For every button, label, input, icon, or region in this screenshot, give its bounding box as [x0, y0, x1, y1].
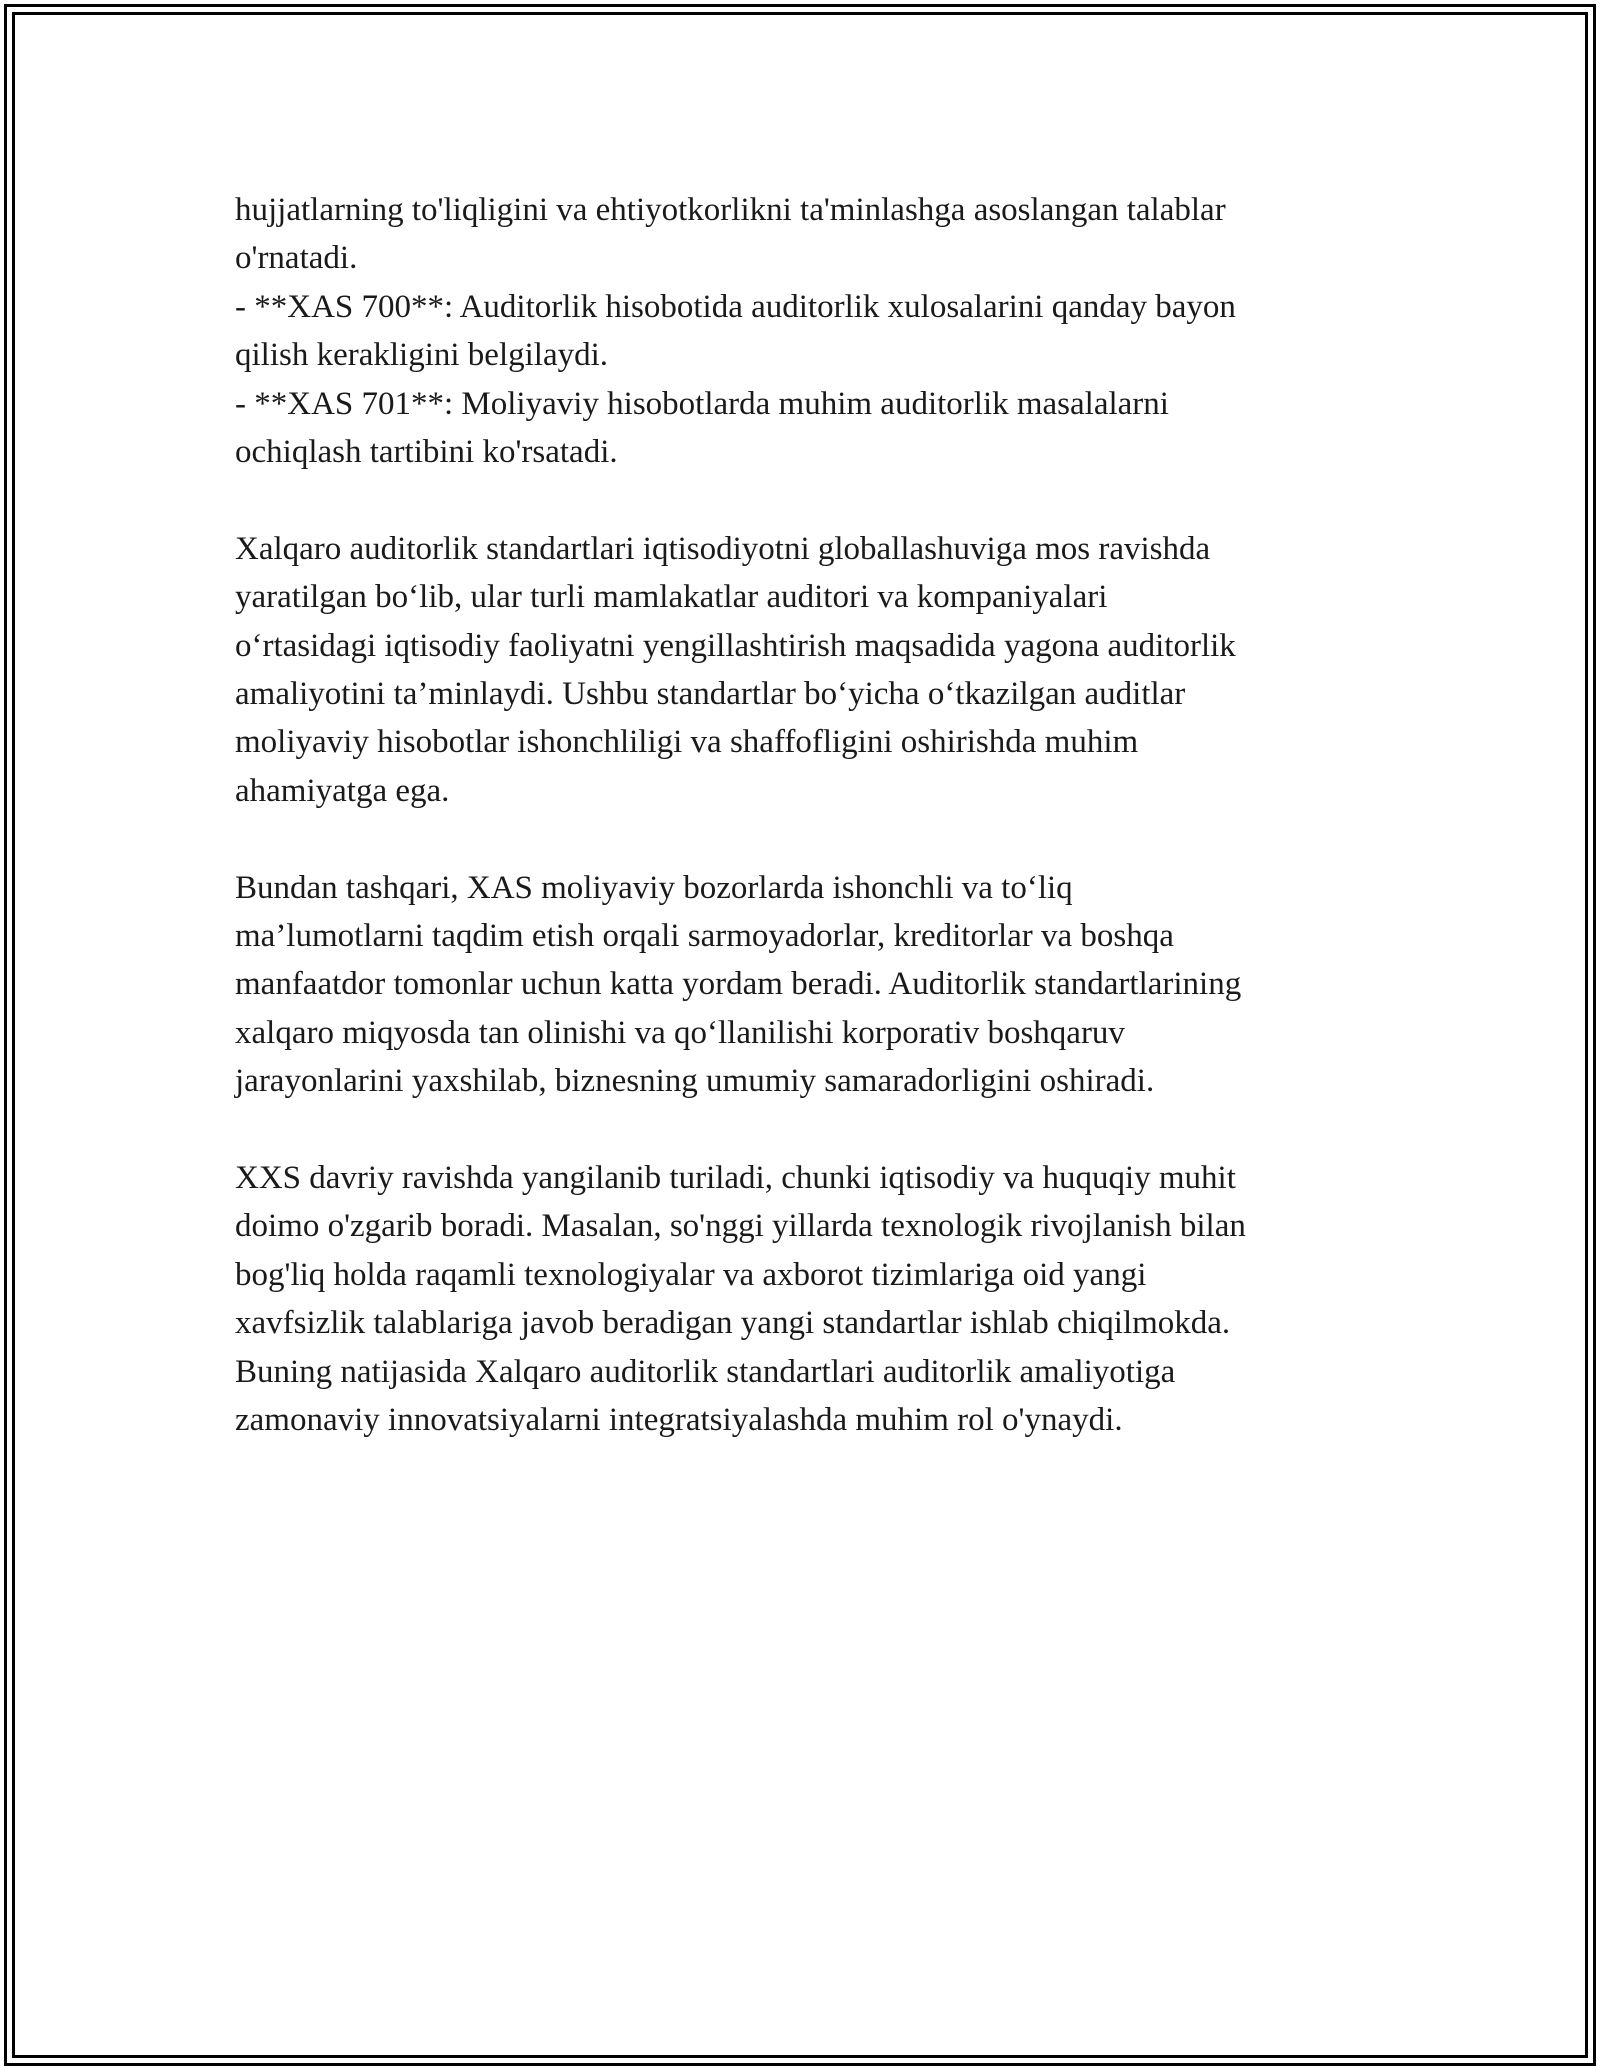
paragraph-gap	[235, 1106, 1375, 1154]
text-line: Bundan tashqari, XAS moliyaviy bozorlarda ishonchli va to‘liq	[235, 869, 1073, 906]
paragraph-gap	[235, 476, 1375, 524]
intro-paragraph	[235, 186, 1375, 283]
text-line: amaliyotini ta’minlaydi. Ushbu standartlar bo‘yicha o‘tkazilgan auditlar	[235, 676, 1186, 713]
text-line: doimo o'zgarib boradi. Masalan, so'nggi yillarda texnologik rivojlanish bilan	[235, 1208, 1246, 1245]
list-item-xas-700	[235, 283, 1375, 380]
text-line: moliyaviy hisobotlar ishonchliligi va shaffofligini oshirishda muhim	[235, 724, 1139, 761]
paragraph-financial-markets	[235, 864, 1375, 1106]
document-body	[235, 186, 1375, 1445]
text-line: - **XAS 701**: Moliyaviy hisobotlarda muhim auditorlik masalalarni	[235, 385, 1169, 422]
paragraph-gap	[235, 815, 1375, 863]
text-line: yaratilgan bo‘lib, ular turli mamlakatlar auditori va kompaniyalari	[235, 579, 1108, 616]
text-line: Buning natijasida Xalqaro auditorlik standartlari auditorlik amaliyotiga	[235, 1353, 1176, 1390]
text-line: manfaatdor tomonlar uchun katta yordam beradi. Auditorlik standartlarining	[235, 966, 1242, 1003]
text-line: qilish kerakligini belgilaydi.	[235, 337, 609, 374]
text-line: o'rnatadi.	[235, 240, 358, 277]
text-line: ahamiyatga ega.	[235, 772, 450, 809]
text-line: jarayonlarini yaxshilab, biznesning umumiy samaradorligini oshiradi.	[235, 1063, 1155, 1100]
text-line: xavfsizlik talablariga javob beradigan yangi standartlar ishlab chiqilmokda.	[235, 1305, 1231, 1342]
paragraph-standards-overview	[235, 525, 1375, 815]
text-line: xalqaro miqyosda tan olinishi va qo‘llanilishi korporativ boshqaruv	[235, 1014, 1125, 1051]
paragraph-updates	[235, 1154, 1375, 1444]
text-line: o‘rtasidagi iqtisodiy faoliyatni yengillashtirish maqsadida yagona auditorlik	[235, 627, 1236, 664]
text-line: zamonaviy innovatsiyalarni integratsiyalashda muhim rol o'ynaydi.	[235, 1402, 1123, 1439]
text-line: ma’lumotlarni taqdim etish orqali sarmoyadorlar, kreditorlar va boshqa	[235, 918, 1174, 955]
text-line: bog'liq holda raqamli texnologiyalar va axborot tizimlariga oid yangi	[235, 1256, 1147, 1293]
text-line: hujjatlarning to'liqligini va ehtiyotkorlikni ta'minlashga asoslangan talablar	[235, 192, 1226, 228]
text-line: Xalqaro auditorlik standartlari iqtisodiyotni globallashuviga mos ravishda	[235, 530, 1211, 567]
list-item-xas-701	[235, 380, 1375, 477]
text-line: XXS davriy ravishda yangilanib turiladi, chunki iqtisodiy va huquqiy muhit	[235, 1160, 1236, 1197]
text-line: - **XAS 700**: Auditorlik hisobotida auditorlik xulosalarini qanday bayon	[235, 288, 1236, 325]
text-line: ochiqlash tartibini ko'rsatadi.	[235, 434, 618, 471]
